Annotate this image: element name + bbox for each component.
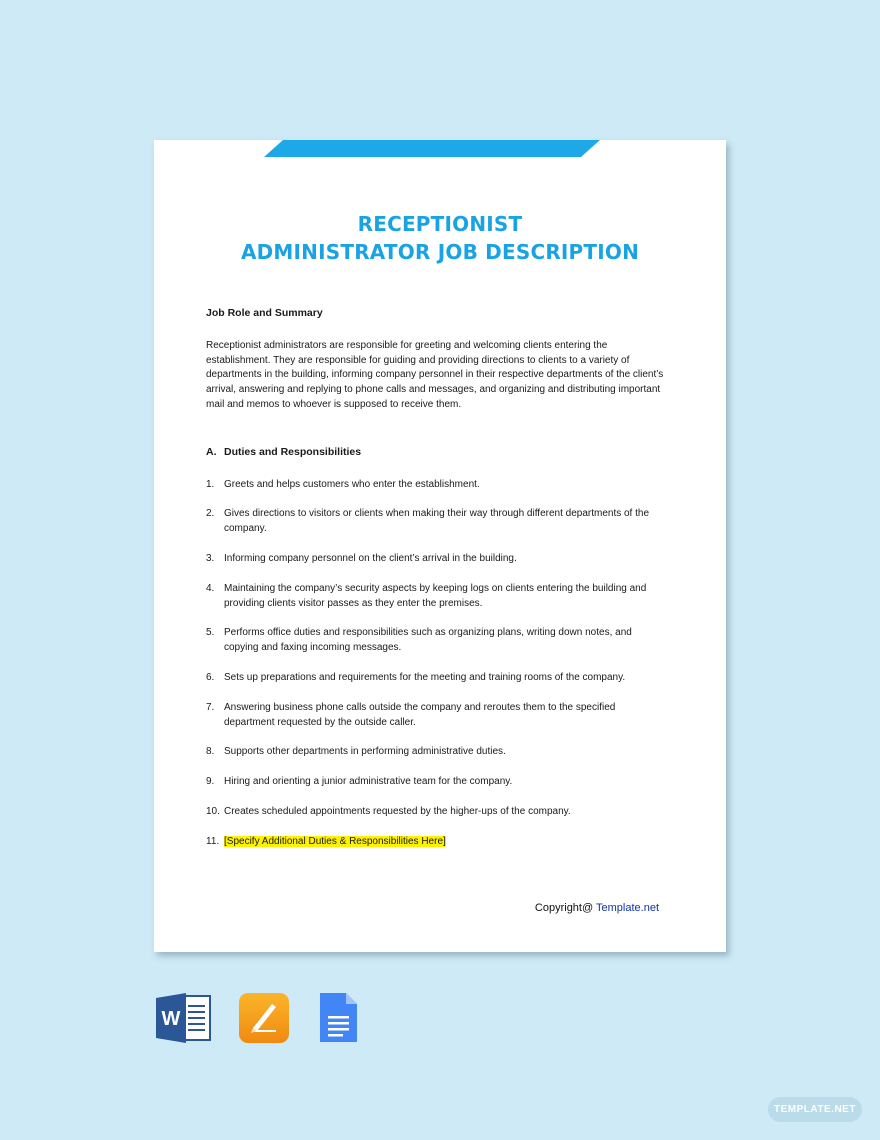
top-banner: [264, 140, 600, 157]
list-item: [206, 507, 666, 537]
list-item-text: Creates scheduled appointments requested by the higher-ups of the company.: [224, 805, 571, 817]
list-item-number: 4.: [206, 582, 215, 594]
copyright-link[interactable]: Template.net: [596, 902, 659, 914]
section-heading-job-role: Job Role and Summary: [206, 307, 323, 319]
list-item-number: 11.: [206, 835, 220, 847]
duties-heading-text: Duties and Responsibilities: [224, 445, 362, 458]
list-item-text: Sets up preparations and requirements for the meeting and training rooms of the company.: [224, 671, 626, 683]
list-item: [206, 745, 666, 760]
list-item-number: 10.: [206, 805, 220, 817]
list-item-text: Maintaining the company’s security aspects by keeping logs on clients entering the building and providing clients visitor passes as they enter the premises.: [224, 582, 647, 609]
list-item-number: 3.: [206, 552, 215, 564]
list-item-text: Supports other departments in performing administrative duties.: [224, 746, 506, 758]
list-item-number: 6.: [206, 671, 215, 683]
copyright-line: [535, 902, 659, 914]
google-docs-icon[interactable]: [318, 992, 358, 1044]
summary-paragraph: Receptionist administrators are responsible for greeting and welcoming clients entering the establishment. They are responsible for guiding and providing directions to clients to a variety of departments in the building, informing company personnel in their respective departments of the client’s arrival, answering and replying to phone calls and messages, and organizing and distributing important mail and memos to whoever is supposed to receive them.: [206, 339, 664, 410]
list-item-text: Hiring and orienting a junior administrative team for the company.: [224, 776, 513, 788]
list-item: [206, 805, 666, 820]
copyright-prefix: Copyright@: [534, 902, 597, 914]
title-line-2: ADMINISTRATOR JOB DESCRIPTION: [240, 240, 640, 264]
list-item: [206, 582, 666, 612]
title-line-1: RECEPTIONIST: [357, 212, 523, 236]
word-icon[interactable]: [156, 992, 212, 1044]
list-item-text: Informing company personnel on the client’s arrival in the building.: [224, 552, 517, 564]
placeholder-highlight[interactable]: [Specify Additional Duties & Responsibilities Here]: [224, 835, 446, 847]
list-item-number: 7.: [206, 701, 215, 713]
pages-icon[interactable]: [238, 992, 290, 1044]
list-item-text: Gives directions to visitors or clients when making their way through different departments of the company.: [224, 508, 650, 535]
list-item: [206, 552, 666, 567]
list-item: [206, 701, 666, 731]
section-heading-duties: [206, 445, 666, 460]
list-item-number: 5.: [206, 627, 215, 639]
list-item: [206, 671, 666, 686]
document-title: [154, 210, 726, 266]
document-body: [206, 306, 666, 865]
list-item: [206, 626, 666, 656]
list-item-number: 2.: [206, 508, 215, 520]
list-item-number: 8.: [206, 746, 215, 758]
document-page: [154, 140, 726, 952]
list-item: [206, 775, 666, 790]
list-item: [206, 835, 666, 850]
list-item-text: Answering business phone calls outside the company and reroutes them to the specified department requested by the outside caller.: [224, 701, 616, 728]
list-item-number: 9.: [206, 776, 215, 788]
list-item-text: Greets and helps customers who enter the establishment.: [224, 478, 480, 490]
duties-letter: A.: [206, 445, 217, 458]
duties-list: [206, 478, 666, 850]
list-item-number: 1.: [206, 478, 215, 490]
template-net-badge[interactable]: TEMPLATE.NET: [768, 1097, 862, 1122]
list-item-text: Performs office duties and responsibilities such as organizing plans, writing down notes, and copying and faxing incoming messages.: [224, 627, 632, 654]
list-item: [206, 478, 666, 493]
word-icon-letter: W: [161, 1008, 181, 1030]
